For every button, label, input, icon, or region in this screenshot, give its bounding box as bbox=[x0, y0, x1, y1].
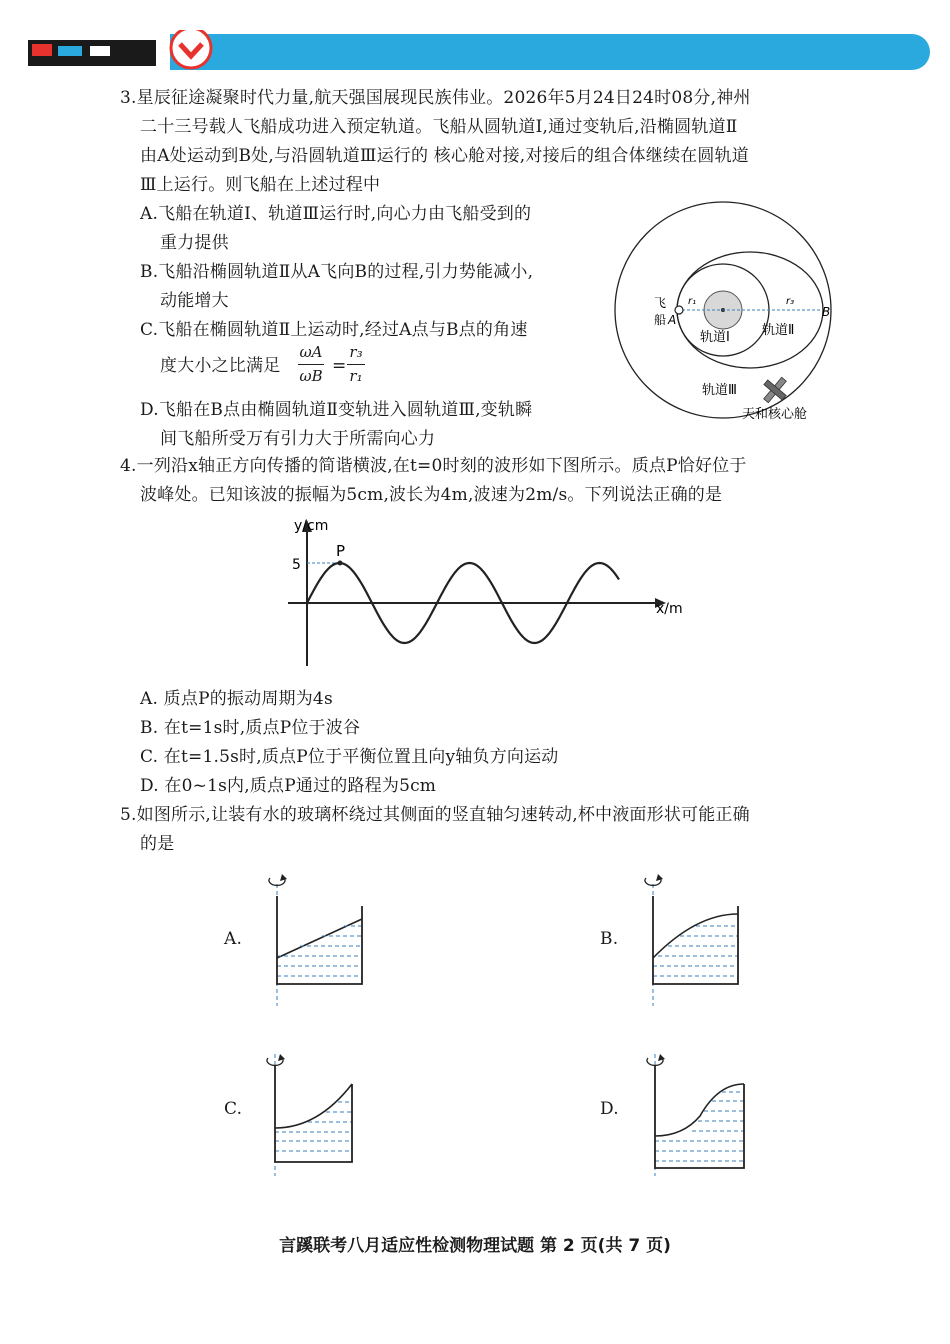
cup-option-b bbox=[636, 866, 746, 1006]
liquid-surface bbox=[277, 919, 362, 958]
wave-graph bbox=[280, 514, 700, 674]
cup-outline bbox=[275, 1066, 352, 1162]
water-lines bbox=[655, 1092, 744, 1161]
cup-outline bbox=[653, 896, 738, 984]
rotation-arrowhead-icon bbox=[278, 1054, 285, 1061]
orbit-i-label: 轨道Ⅰ bbox=[700, 330, 730, 345]
q4-stem-line-1: 4.一列沿x轴正方向传播的简谐横波,在t=0时刻的波形如下图所示。质点P恰好位于 bbox=[120, 456, 747, 476]
q4-stem-line-2: 波峰处。已知该波的振幅为5cm,波长为4m,波速为2m/s。下列说法正确的是 bbox=[140, 485, 723, 505]
x-axis-label: x/m bbox=[656, 601, 683, 617]
core-module-label: 天和核心舱 bbox=[742, 407, 808, 422]
fraction-lhs-denominator: ωB bbox=[299, 367, 323, 385]
ship-label-2: 船 bbox=[654, 313, 667, 327]
r1-label: r₁ bbox=[688, 296, 697, 307]
q3-stem-line-3: 由A处运动到B处,与沿圆轨道Ⅲ运行的 核心舱对接,对接后的组合体继续在圆轨道 bbox=[140, 146, 749, 166]
y-tick-5: 5 bbox=[292, 557, 301, 573]
q3-option-b: B.飞船沿椭圆轨道Ⅱ从A飞向B的过程,引力势能减小, bbox=[140, 262, 534, 282]
q3-option-d-cont: 间飞船所受万有引力大于所需向心力 bbox=[160, 429, 436, 449]
orbit-diagram bbox=[610, 200, 850, 432]
r3-label: r₃ bbox=[786, 296, 795, 307]
rotation-arrowhead-icon bbox=[280, 874, 287, 881]
fraction-rhs-denominator: r₁ bbox=[349, 367, 363, 385]
orbit-ii-label: 轨道Ⅱ bbox=[762, 323, 795, 338]
fraction-lhs-bar bbox=[298, 364, 324, 365]
cup-option-c bbox=[258, 1036, 368, 1176]
q3-option-c-cont: 度大小之比满足 bbox=[160, 356, 281, 376]
q5-label-b: B. bbox=[600, 929, 619, 949]
q4-option-d: D. 在0~1s内,质点P通过的路程为5cm bbox=[140, 776, 437, 796]
rotation-arrowhead-icon bbox=[656, 874, 663, 881]
q3-option-a-cont: 重力提供 bbox=[160, 233, 229, 253]
q3-stem-line-1: 3.星辰征途凝聚时代力量,航天强国展现民族伟业。2026年5月24日24时08分,神州 bbox=[120, 88, 751, 108]
q5-stem-line-2: 的是 bbox=[140, 834, 175, 854]
q3-stem-line-2: 二十三号载人飞船成功进入预定轨道。飞船从圆轨道Ⅰ,通过变轨后,沿椭圆轨道Ⅱ bbox=[140, 117, 738, 137]
q3-stem-line-4: Ⅲ上运行。则飞船在上述过程中 bbox=[140, 175, 381, 195]
cup-option-a bbox=[260, 866, 370, 1006]
q5-label-c: C. bbox=[224, 1099, 243, 1119]
point-a-label: A bbox=[668, 313, 677, 327]
water-lines bbox=[277, 926, 362, 976]
space-station-icon bbox=[757, 372, 793, 409]
q5-stem-line-1: 5.如图所示,让装有水的玻璃杯绕过其侧面的竖直轴匀速转动,杯中液面形状可能正确 bbox=[120, 805, 750, 825]
header-banner bbox=[170, 34, 930, 70]
point-b-label: B bbox=[822, 305, 831, 319]
rotation-arrowhead-icon bbox=[658, 1054, 665, 1061]
q5-label-a: A. bbox=[224, 929, 243, 949]
publisher-logo bbox=[28, 40, 156, 70]
fraction-lhs-numerator: ωA bbox=[299, 343, 323, 361]
q3-option-c: C.飞船在椭圆轨道Ⅱ上运动时,经过A点与B点的角速 bbox=[140, 320, 528, 340]
badge-icon bbox=[166, 30, 216, 72]
ship-label-1: 飞 bbox=[654, 296, 667, 310]
q4-option-c: C. 在t=1.5s时,质点P位于平衡位置且向y轴负方向运动 bbox=[140, 747, 559, 767]
fraction-rhs-bar bbox=[347, 364, 365, 365]
q3-option-d: D.飞船在B点由椭圆轨道Ⅱ变轨进入圆轨道Ⅲ,变轨瞬 bbox=[140, 400, 533, 420]
liquid-surface bbox=[275, 1084, 352, 1128]
orbit-iii-label: 轨道Ⅲ bbox=[702, 383, 737, 398]
water-lines bbox=[653, 926, 738, 976]
q4-option-a: A. 质点P的振动周期为4s bbox=[140, 689, 333, 709]
fraction-equals: = bbox=[332, 356, 347, 376]
q4-option-b: B. 在t=1s时,质点P位于波谷 bbox=[140, 718, 361, 738]
page-footer: 言蹊联考八月适应性检测物理试题 第 2 页(共 7 页) bbox=[279, 1236, 671, 1256]
cup-outline bbox=[277, 896, 362, 984]
q5-label-d: D. bbox=[600, 1099, 619, 1119]
q3-option-b-cont: 动能增大 bbox=[160, 291, 229, 311]
point-p-label: P bbox=[336, 542, 346, 560]
point-p-marker bbox=[338, 561, 343, 566]
cup-option-d bbox=[638, 1036, 748, 1176]
q3-option-a: A.飞船在轨道Ⅰ、轨道Ⅲ运行时,向心力由飞船受到的 bbox=[140, 204, 532, 224]
fraction-rhs-numerator: r₃ bbox=[349, 343, 363, 361]
y-axis-label: y/cm bbox=[294, 518, 329, 534]
